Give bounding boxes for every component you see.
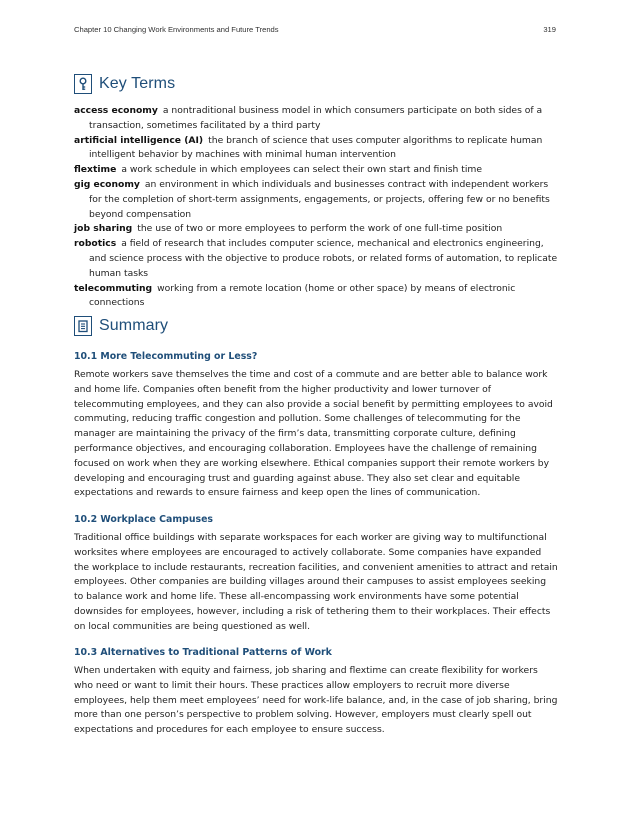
- summary-section: [74, 646, 558, 738]
- term-definition: a nontraditional business model in which consumers participate on both sides of a transaction, sometimes facilitated by a third party: [89, 105, 543, 131]
- summary-section: [74, 513, 558, 635]
- key-terms-title: Key Terms: [99, 75, 176, 92]
- summary-title: Summary: [99, 317, 169, 334]
- running-header: [74, 25, 556, 34]
- term: flextime: [74, 164, 117, 176]
- summary-section: [74, 350, 558, 501]
- term-entry: [74, 178, 558, 222]
- term-entry: [74, 282, 558, 312]
- summary-heading: [74, 316, 168, 336]
- term-definition: the branch of science that uses computer algorithms to replicate human intelligent behavior by machines with minimal human intervention: [89, 134, 543, 161]
- section-heading: 10.3 Alternatives to Traditional Patterns of Work: [74, 647, 332, 658]
- term: artificial intelligence (AI): [74, 134, 204, 146]
- term-entry: [74, 104, 558, 134]
- term: access economy: [74, 105, 158, 116]
- chapter-title: Chapter 10 Changing Work Environments and Future Trends: [74, 25, 279, 34]
- term-entry: [74, 222, 558, 237]
- term: gig economy: [74, 178, 140, 190]
- document-icon: [74, 316, 92, 336]
- section-text: Traditional office buildings with separate workspaces for each worker are giving way to multifunctional worksites where employees are encouraged to actively collaborate. Some companies have expanded the workplace to include restaurants, recreation facilities, and convenient amenities to attract and retain employees. Other companies are building villages around their campuses to assist employees seeking to balance work and home life. These all-encompassing work environments have some potential downsides for employees, however, including a risk of tethering them to their workplaces. Their effects on local communities are being questioned as well.: [74, 532, 558, 632]
- term-entry: [74, 237, 558, 281]
- term-entry: [74, 163, 558, 178]
- term-entry: [74, 134, 558, 164]
- term-definition: working from a remote location (home or other space) by means of electronic connections: [89, 282, 516, 309]
- term-definition: a field of research that includes computer science, mechanical and electronics engineering, and science process with the objective to produce robots, or related forms of automation, to replicate human tasks: [89, 238, 558, 279]
- term-definition: an environment in which individuals and businesses contract with independent workers for the completion of short-term assignments, engagements, or projects, offering few or no benefits beyond compensation: [89, 178, 550, 220]
- term-definition: the use of two or more employees to perform the work of one full-time position: [137, 223, 503, 235]
- key-icon: [74, 74, 92, 94]
- key-terms-heading: [74, 74, 175, 94]
- term: telecommuting: [74, 282, 153, 294]
- term: robotics: [74, 238, 117, 250]
- page-number: 319: [543, 25, 556, 34]
- section-text: Remote workers save themselves the time and cost of a commute and are better able to balance work and home life. Companies often benefit from the higher productivity and lower turnover of telecommuting employees, and they can also provide a social benefit by permitting employees to avoid commuting, reducing traffic congestion and pollution. Some challenges of telecommuting for the manager are maintaining the privacy of the firm’s data, transmitting corporate culture, defining performance objectives, and encouraging collaboration. Employees have the challenge of remaining focused on work when they are working elsewhere. Ethical companies support their remote workers by developing and encouraging trust and guarding against abuse. They also set clear and equitable expectations and rewards to ensure fairness and keep open the lines of communication.: [74, 369, 553, 499]
- key-terms-list: [74, 104, 558, 311]
- section-heading: 10.1 More Telecommuting or Less?: [74, 351, 258, 362]
- section-text: When undertaken with equity and fairness, job sharing and flextime can create flexibility for workers who need or want to limit their hours. These practices allow employers to recruit more diverse employees, help them meet employees’ need for work-life balance, and, in the case of job sharing, bring more than one person’s perspective to problem solving. However, employers must clearly spell out expectations and procedures for each employee to ensure success.: [74, 665, 558, 736]
- section-heading: 10.2 Workplace Campuses: [74, 514, 214, 525]
- term: job sharing: [74, 223, 133, 235]
- term-definition: a work schedule in which employees can select their own start and finish time: [121, 164, 482, 176]
